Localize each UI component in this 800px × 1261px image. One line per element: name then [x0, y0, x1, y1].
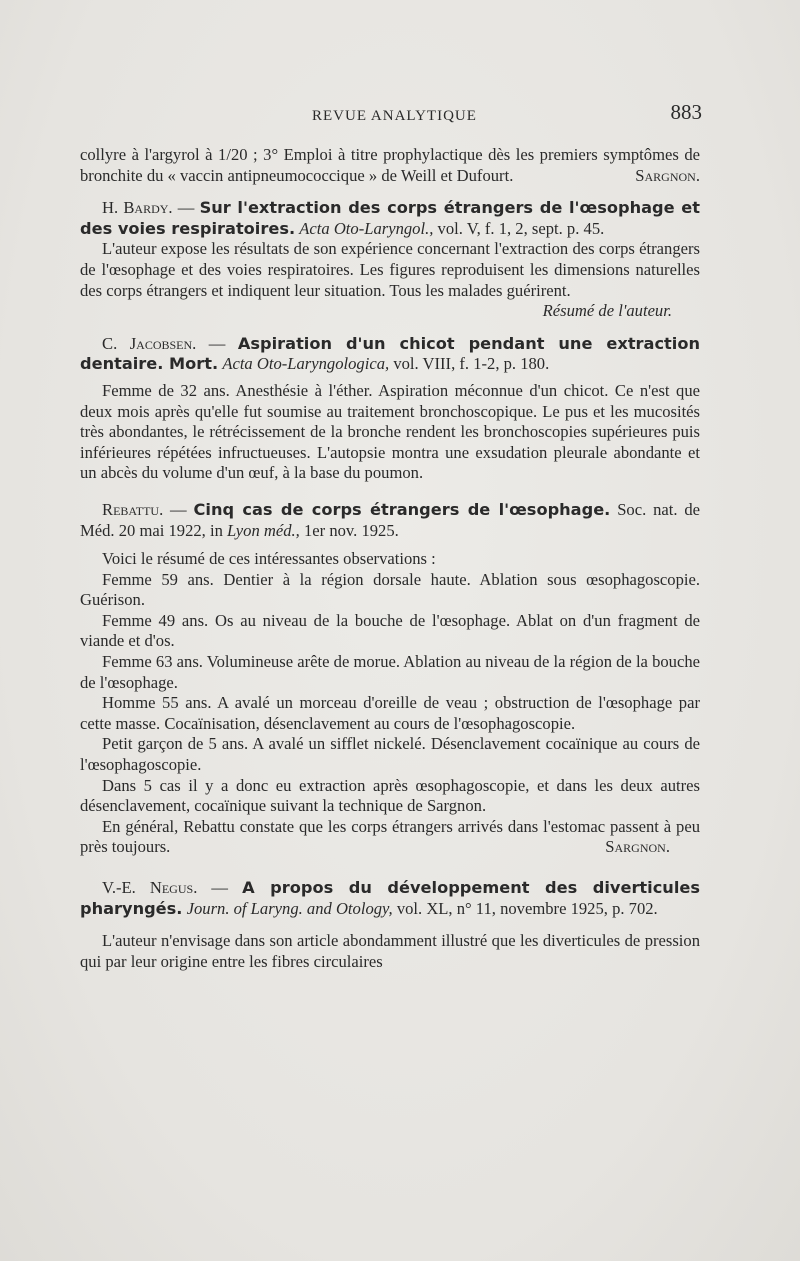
entry-journal: Acta Oto-Laryngol.,: [299, 218, 434, 238]
entry-reference-date: 1er nov. 1925.: [304, 520, 399, 540]
review-entry-rebattu: [80, 500, 700, 858]
entry-paragraph: L'auteur expose les résultats de son expérience concernant l'extraction des corps étrangers de l'œsophage et des voies respiratoires. Les figures reproduisent les dimensions naturelles des corps étrangers et indiquent leur situation. Tous les malades guérirent.: [80, 239, 700, 300]
entry-paragraph: L'auteur n'envisage dans son article abondamment illustré que les diverticules de pression qui par leur origine entre les fibres circulaires: [80, 931, 700, 971]
entry-heading: [80, 878, 700, 919]
entry-journal: Acta Oto-Laryngologica,: [222, 354, 390, 374]
entry-paragraph: Voici le résumé de ces intéressantes observations :: [102, 549, 436, 569]
entry-title: Aspiration d'un chicot pendant une extraction dentaire. Mort.: [80, 333, 700, 374]
entry-author: H. Bardy. —: [102, 198, 195, 218]
page-number: 883: [670, 100, 702, 124]
intro-signature: Sargnon.: [635, 165, 700, 185]
running-head: REVUE ANALYTIQUE: [312, 108, 477, 124]
entry-author: C. Jacobsen. —: [102, 333, 226, 353]
conclusion-paragraph: [80, 817, 700, 858]
entry-reference: vol. XL, n° 11, novembre 1925, p. 702.: [396, 898, 658, 918]
conclusion-text: En général, Rebattu constate que les corps étrangers arrivés dans l'estomac passent à peu près toujours.: [80, 816, 700, 857]
entry-journal: Lyon méd.,: [227, 520, 300, 540]
entry-reference: Soc. nat. de Méd. 20 mai 1922, in: [80, 499, 701, 540]
entry-title: Cinq cas de corps étrangers de l'œsophage.: [193, 499, 611, 519]
entry-journal: Journ. of Laryng. and Otology,: [186, 898, 393, 918]
case-paragraph: Femme 49 ans. Os au niveau de la bouche de l'œsophage. Ablat on d'un fragment de viande et d'os.: [80, 610, 700, 651]
case-paragraph: Homme 55 ans. A avalé un morceau d'oreille de veau ; obstruction de l'œsophage par cette masse. Cocaïnisation, désenclavement au cours de l'œsophagoscopie.: [80, 693, 700, 733]
case-paragraph: Femme 63 ans. Volumineuse arête de morue. Ablation au niveau de la région de la bouche de l'œsophage.: [80, 652, 700, 692]
review-entry-bardy: [80, 198, 700, 322]
entry-reference: vol. V, f. 1, 2, sept. p. 45.: [437, 218, 605, 238]
entry-reference: vol. VIII, f. 1-2, p. 180.: [393, 354, 550, 374]
entry-heading: [80, 198, 700, 239]
article-body: [80, 145, 700, 972]
case-paragraph: Petit garçon de 5 ans. A avalé un sifflet nickelé. Désenclavement cocaïnique au cours de l'œsophagoscopie.: [80, 734, 700, 775]
review-entry-negus: [80, 878, 700, 972]
entry-signature: Résumé de l'auteur.: [542, 301, 672, 321]
intro-paragraph: [80, 145, 700, 186]
entry-title: A propos du développement des diverticules pharyngés.: [80, 878, 700, 918]
entry-title: Sur l'extraction des corps étrangers de l'œsophage et des voies respiratoires.: [80, 198, 700, 238]
entry-author: V.-E. Negus. —: [102, 878, 229, 897]
entry-heading: [80, 500, 700, 541]
case-paragraph: Femme 59 ans. Dentier à la région dorsale haute. Ablation sous œsophagoscopie. Guérison.: [80, 569, 700, 610]
case-paragraph: Dans 5 cas il y a donc eu extraction après œsophagoscopie, et dans les deux autres désenclavement, cocaïnique suivant la technique de Sargnon.: [80, 775, 700, 816]
intro-text: collyre à l'argyrol à 1/20 ; 3° Emploi à titre prophylactique dès les premiers symptômes de bronchite du « vaccin antipneumococcique » de Weill et Dufourt.: [80, 145, 700, 185]
review-entry-jacobsen: [80, 334, 700, 484]
entry-signature: Sargnon.: [605, 837, 670, 857]
entry-heading: [80, 334, 700, 375]
entry-author: Rebattu. —: [102, 499, 187, 519]
entry-paragraph: Femme de 32 ans. Anesthésie à l'éther. Aspiration méconnue d'un chicot. Ce n'est que deux mois après qu'elle fut soumise au traitement bronchoscopique. Le pus et les mucosités très abondantes, le rétrécissement de la bronche rendent les bronchoscopies supérieures puis inférieures répétées infructueuses. L'autopsie montra une exsudation pleurale abondante et un abcès du volume d'un œuf, à la base du poumon.: [80, 380, 700, 483]
page-header: [82, 98, 702, 130]
